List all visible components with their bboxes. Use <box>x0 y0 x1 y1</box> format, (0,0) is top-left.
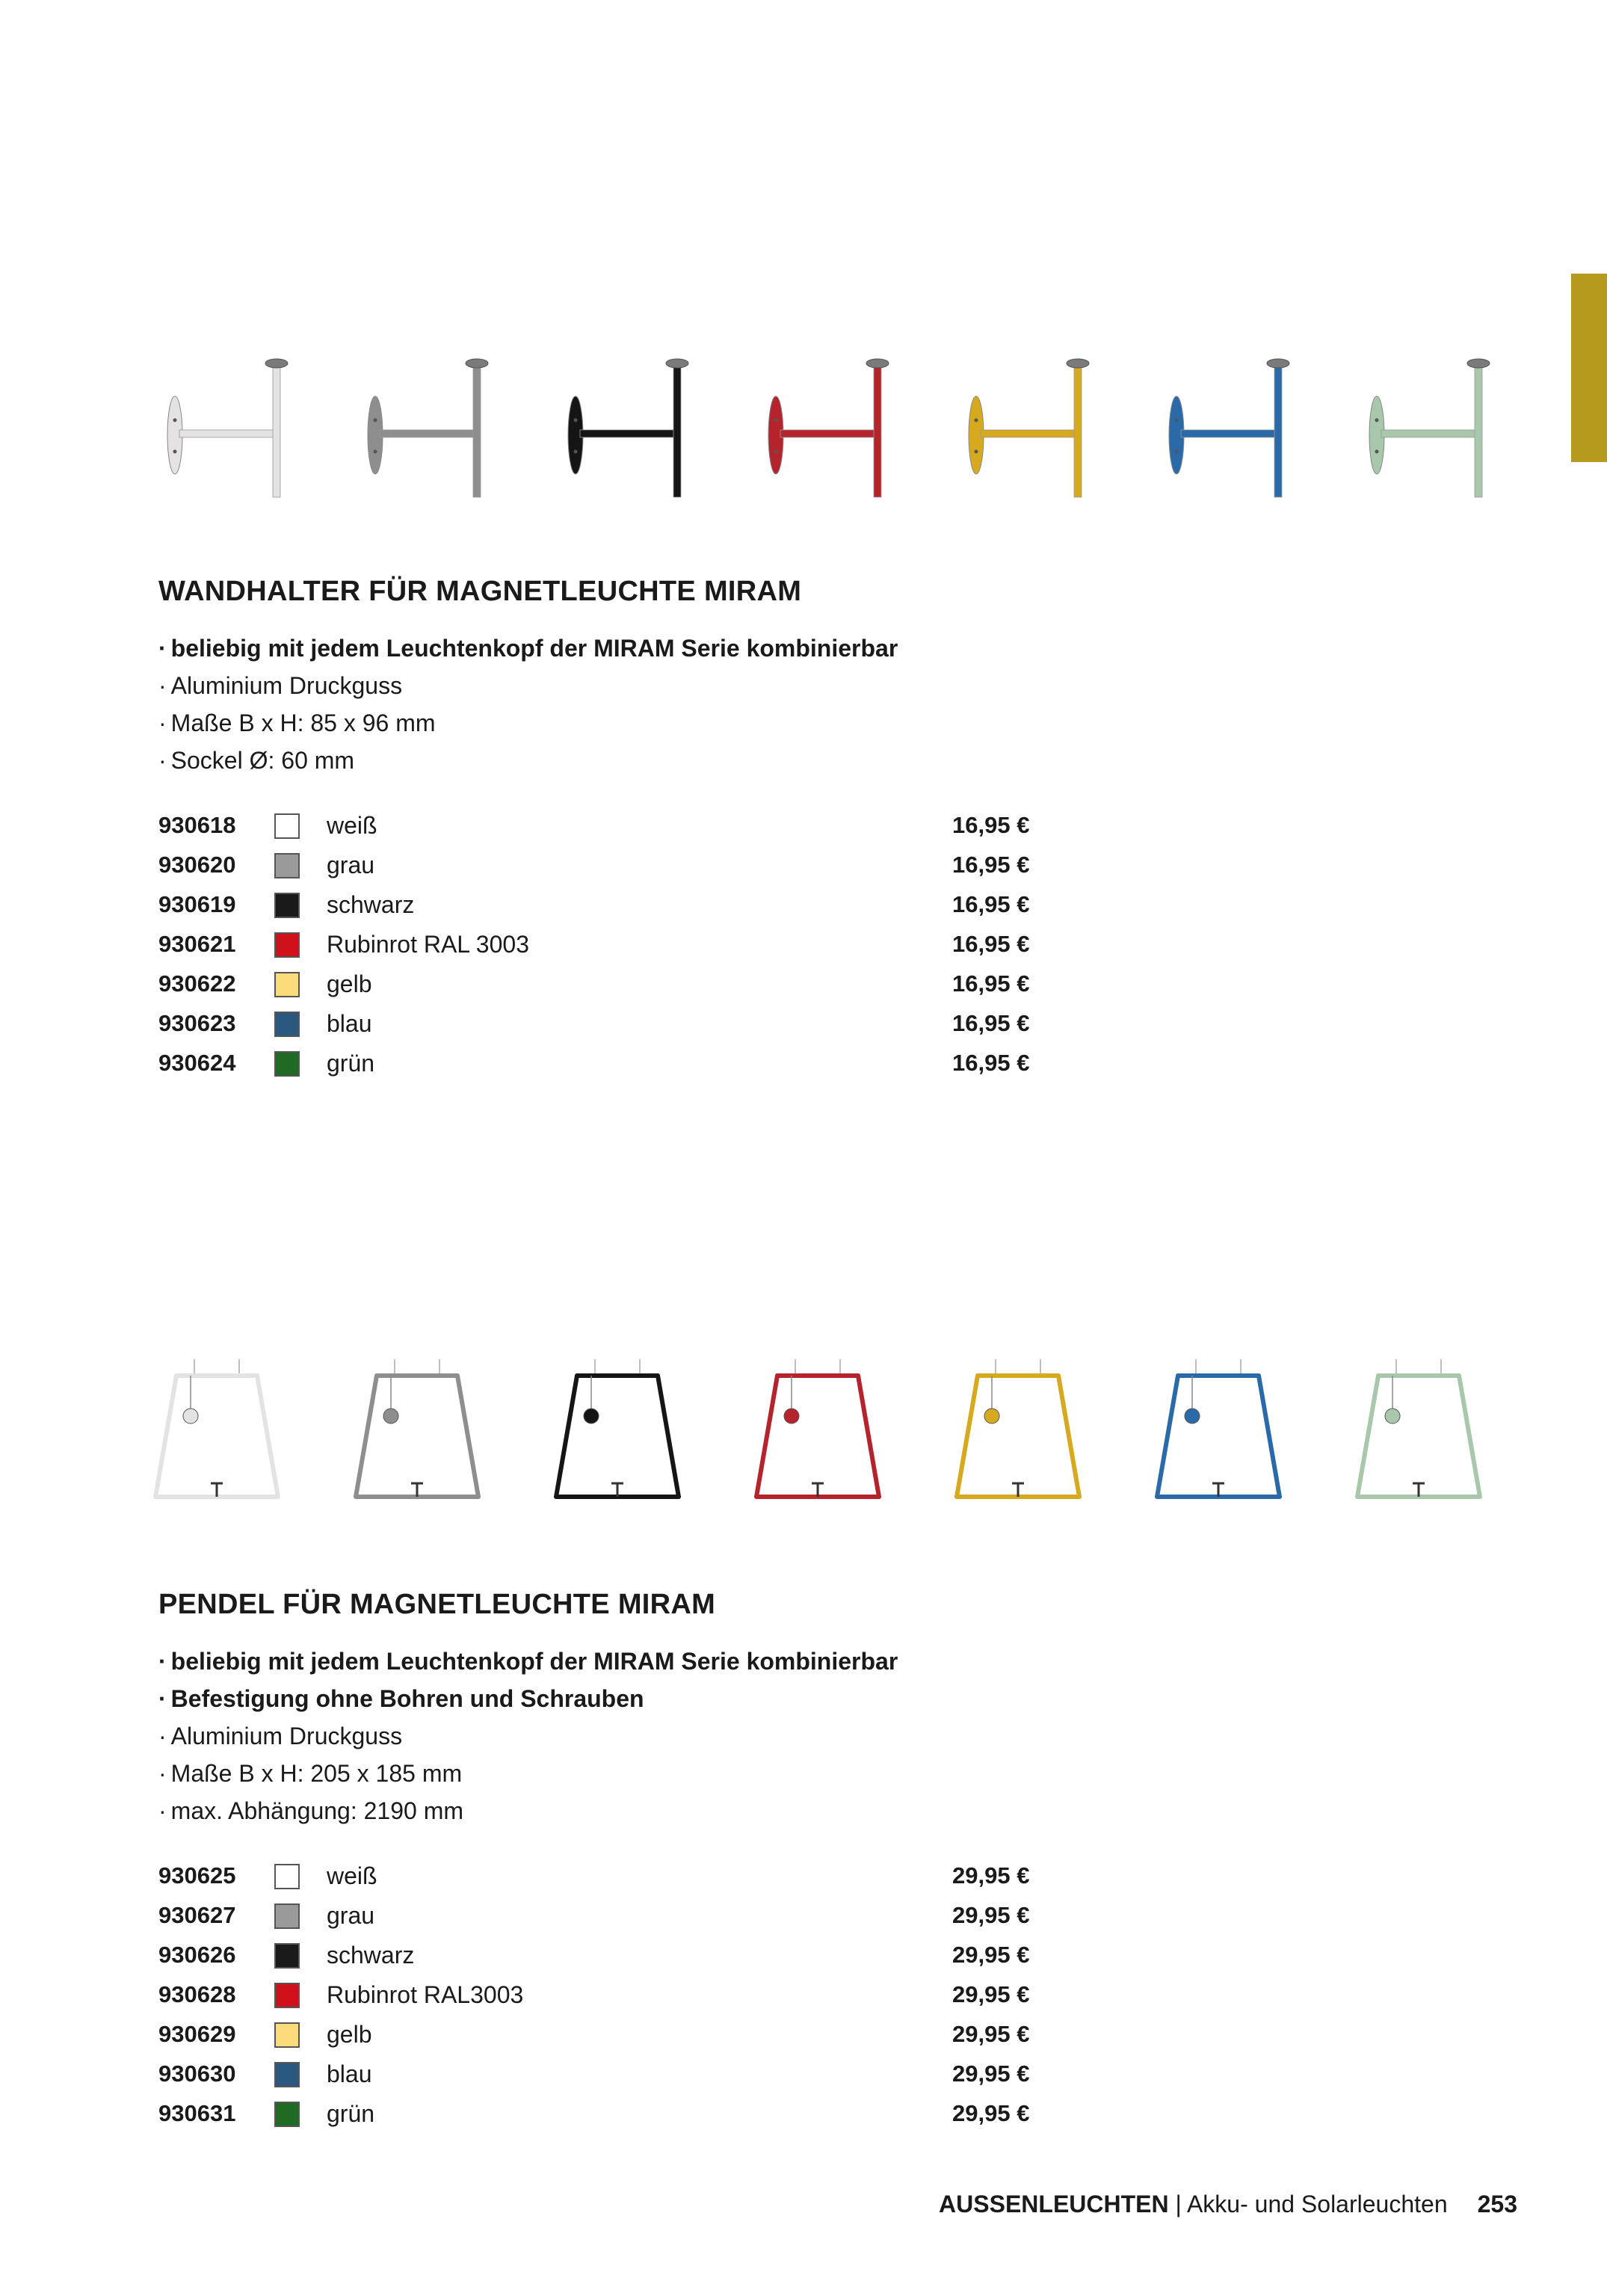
wall-bracket-product-photos <box>149 345 1525 510</box>
table-row <box>158 2056 1130 2096</box>
color-swatch <box>274 2102 300 2127</box>
article-number: 930630 <box>158 2060 236 2087</box>
color-name: gelb <box>327 2021 372 2048</box>
feature-text: max. Abhängung: 2190 mm <box>170 1797 464 1824</box>
price: 16,95 € <box>952 891 1030 917</box>
color-swatch <box>274 893 300 918</box>
wall-bracket-image <box>1369 359 1490 497</box>
color-name: blau <box>327 1010 372 1037</box>
wall-bracket-section <box>158 574 1130 1085</box>
price: 16,95 € <box>952 970 1030 997</box>
page-footer <box>939 2191 1517 2218</box>
wall-bracket-image <box>368 359 488 497</box>
feature-text: beliebig mit jedem Leuchtenkopf der MIRAM Serie kombinierbar <box>170 635 898 662</box>
color-name: blau <box>327 2060 372 2087</box>
feature-text: Maße B x H: 85 x 96 mm <box>170 710 436 736</box>
wall-bracket-image <box>768 359 889 497</box>
color-name: Rubinrot RAL 3003 <box>327 931 529 958</box>
footer-category: AUSSENLEUCHTEN <box>939 2191 1169 2217</box>
pendant-image <box>756 1359 879 1497</box>
price: 29,95 € <box>952 1862 1030 1889</box>
price: 16,95 € <box>952 931 1030 957</box>
color-swatch <box>274 2022 300 2048</box>
color-swatch <box>274 1943 300 1969</box>
pendant-image <box>155 1359 278 1497</box>
table-row <box>158 1045 1130 1085</box>
pendant-image <box>1157 1359 1280 1497</box>
footer-subcategory: Akku- und Solarleuchten <box>1186 2191 1448 2217</box>
article-number: 930618 <box>158 812 236 838</box>
color-name: weiß <box>327 812 377 839</box>
table-row <box>158 1858 1130 1898</box>
table-row <box>158 1977 1130 2016</box>
feature-item: · beliebig mit jedem Leuchtenkopf der MIRAM Serie kombinierbar <box>158 635 898 662</box>
price: 16,95 € <box>952 1050 1030 1076</box>
color-name: grün <box>327 1050 375 1077</box>
wall-bracket-image <box>1169 359 1289 497</box>
price: 29,95 € <box>952 2100 1030 2126</box>
pendant-image <box>1357 1359 1480 1497</box>
table-row <box>158 926 1130 966</box>
color-name: gelb <box>327 970 372 997</box>
feature-item: · Befestigung ohne Bohren und Schrauben <box>158 1685 644 1712</box>
wall-bracket-image <box>969 359 1089 497</box>
article-number: 930629 <box>158 2021 236 2047</box>
table-row <box>158 1006 1130 1045</box>
price: 16,95 € <box>952 1010 1030 1036</box>
footer-separator: | <box>1168 2191 1187 2217</box>
color-swatch <box>274 1012 300 1037</box>
feature-text: Sockel Ø: 60 mm <box>170 747 355 774</box>
color-swatch <box>274 932 300 958</box>
article-number: 930626 <box>158 1942 236 1968</box>
table-row <box>158 2096 1130 2135</box>
table-row <box>158 847 1130 887</box>
article-number: 930625 <box>158 1862 236 1889</box>
feature-text: Aluminium Druckguss <box>170 672 403 699</box>
chapter-tab-marker <box>1571 274 1607 462</box>
table-row <box>158 1937 1130 1977</box>
color-name: grau <box>327 1902 375 1929</box>
section-title: PENDEL FÜR MAGNETLEUCHTE MIRAM <box>158 1589 716 1620</box>
table-row <box>158 1898 1130 1937</box>
article-number: 930623 <box>158 1010 236 1036</box>
color-swatch <box>274 853 300 878</box>
table-row <box>158 966 1130 1006</box>
price: 16,95 € <box>952 812 1030 838</box>
feature-text: beliebig mit jedem Leuchtenkopf der MIRAM Serie kombinierbar <box>170 1648 898 1675</box>
article-number: 930619 <box>158 891 236 917</box>
feature-item: · Sockel Ø: 60 mm <box>158 747 355 774</box>
variant-table <box>158 1858 1130 2135</box>
feature-item: · Aluminium Druckguss <box>158 672 403 699</box>
color-swatch <box>274 1864 300 1889</box>
feature-text: Aluminium Druckguss <box>170 1723 403 1749</box>
price: 29,95 € <box>952 1942 1030 1968</box>
variant-table <box>158 807 1130 1085</box>
section-title: WANDHALTER FÜR MAGNETLEUCHTE MIRAM <box>158 576 802 607</box>
feature-list <box>158 630 1130 779</box>
article-number: 930622 <box>158 970 236 997</box>
color-name: schwarz <box>327 891 415 918</box>
table-row <box>158 2016 1130 2056</box>
color-swatch <box>274 1903 300 1929</box>
color-name: schwarz <box>327 1942 415 1969</box>
wall-bracket-image <box>167 359 288 497</box>
feature-item: · max. Abhängung: 2190 mm <box>158 1797 464 1824</box>
color-swatch <box>274 972 300 997</box>
price: 29,95 € <box>952 2060 1030 2087</box>
article-number: 930621 <box>158 931 236 957</box>
color-swatch <box>274 2062 300 2087</box>
article-number: 930624 <box>158 1050 236 1076</box>
article-number: 930620 <box>158 852 236 878</box>
table-row <box>158 887 1130 926</box>
feature-list <box>158 1643 1130 1829</box>
feature-text: Befestigung ohne Bohren und Schrauben <box>170 1685 644 1712</box>
feature-item: · Maße B x H: 85 x 96 mm <box>158 710 436 736</box>
price: 29,95 € <box>952 2021 1030 2047</box>
pendant-image <box>556 1359 679 1497</box>
wall-bracket-image <box>568 359 688 497</box>
color-name: Rubinrot RAL3003 <box>327 1981 524 2008</box>
color-name: weiß <box>327 1862 377 1889</box>
feature-text: Maße B x H: 205 x 185 mm <box>170 1760 463 1787</box>
table-row <box>158 807 1130 847</box>
article-number: 930628 <box>158 1981 236 2007</box>
pendant-product-photos <box>149 1359 1525 1516</box>
color-swatch <box>274 1051 300 1077</box>
price: 29,95 € <box>952 1902 1030 1928</box>
color-swatch <box>274 813 300 839</box>
article-number: 930627 <box>158 1902 236 1928</box>
article-number: 930631 <box>158 2100 236 2126</box>
page-number: 253 <box>1477 2191 1517 2217</box>
pendant-section <box>158 1587 1130 2135</box>
price: 29,95 € <box>952 1981 1030 2007</box>
color-name: grün <box>327 2100 375 2127</box>
pendant-image <box>957 1359 1079 1497</box>
price: 16,95 € <box>952 852 1030 878</box>
color-name: grau <box>327 852 375 878</box>
feature-item: · beliebig mit jedem Leuchtenkopf der MIRAM Serie kombinierbar <box>158 1648 898 1675</box>
pendant-image <box>356 1359 478 1497</box>
feature-item: · Maße B x H: 205 x 185 mm <box>158 1760 463 1787</box>
feature-item: · Aluminium Druckguss <box>158 1723 403 1749</box>
color-swatch <box>274 1983 300 2008</box>
